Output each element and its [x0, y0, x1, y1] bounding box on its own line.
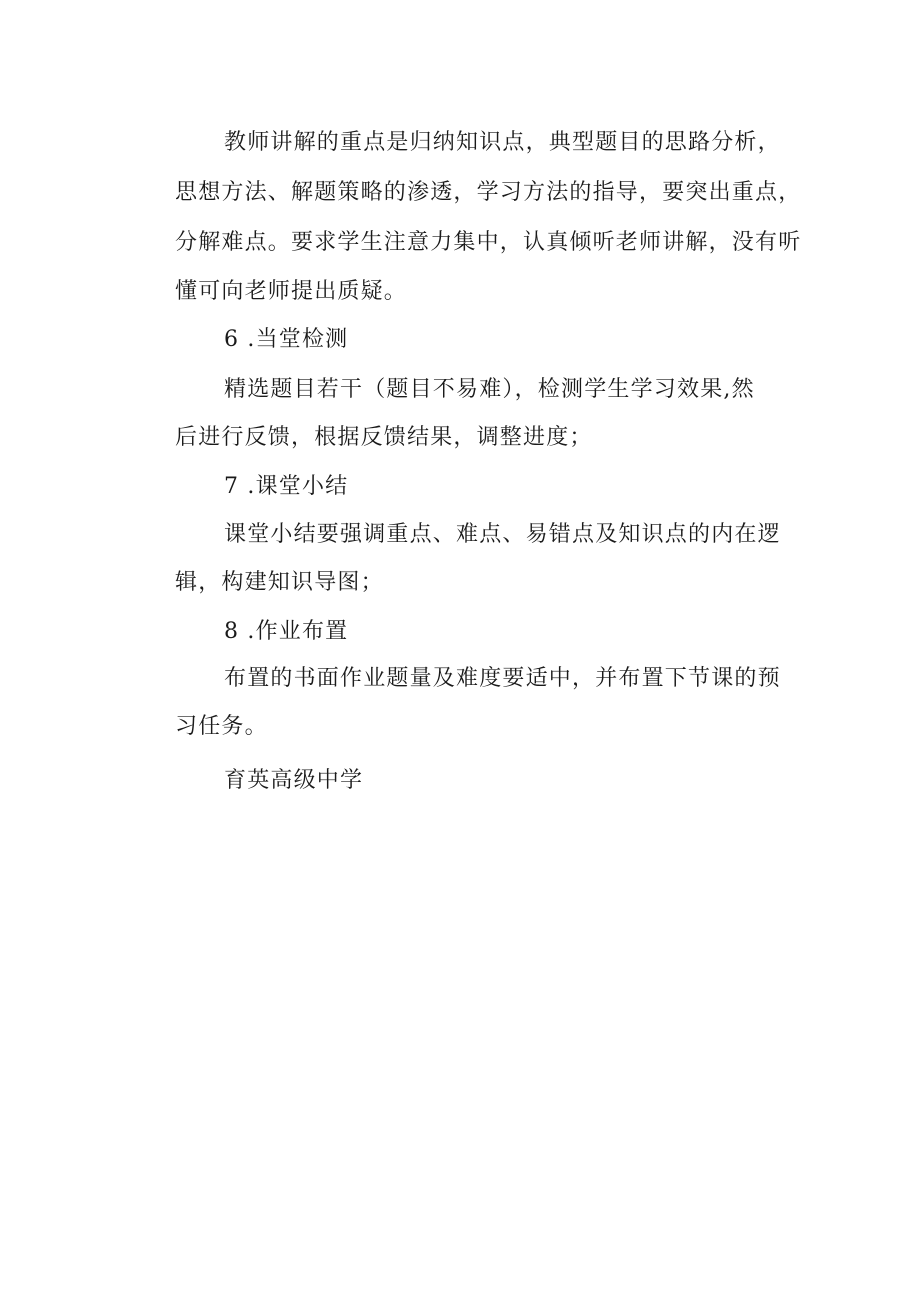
paragraph-1-line-3: 分解难点。要求学生注意力集中，认真倾听老师讲解，没有听: [175, 230, 802, 255]
section-7-heading: 7 .课堂小结: [224, 474, 349, 499]
section-6-line-2: 后进行反馈，根据反馈结果，调整进度；: [175, 425, 593, 450]
signature: 育英高级中学: [224, 768, 364, 793]
paragraph-1-line-1: 教师讲解的重点是归纳知识点，典型题目的思路分析，: [224, 130, 781, 155]
section-8-line-1: 布置的书面作业题量及难度要适中，并布置下节课的预: [224, 666, 781, 691]
section-8-heading: 8 .作业布置: [224, 619, 349, 644]
section-6-line-1: 精选题目若干（题目不易难），检测学生学习效果,然: [224, 377, 755, 402]
section-7-line-2: 辑，构建知识导图；: [175, 570, 384, 595]
section-6-heading: 6 .当堂检测: [224, 327, 349, 352]
paragraph-1-line-4: 懂可向老师提出质疑。: [175, 279, 408, 304]
paragraph-1-line-2: 思想方法、解题策略的渗透，学习方法的指导，要突出重点，: [175, 180, 802, 205]
section-7-line-1: 课堂小结要强调重点、难点、易错点及知识点的内在逻: [224, 522, 781, 547]
section-8-line-2: 习任务。: [175, 714, 268, 739]
